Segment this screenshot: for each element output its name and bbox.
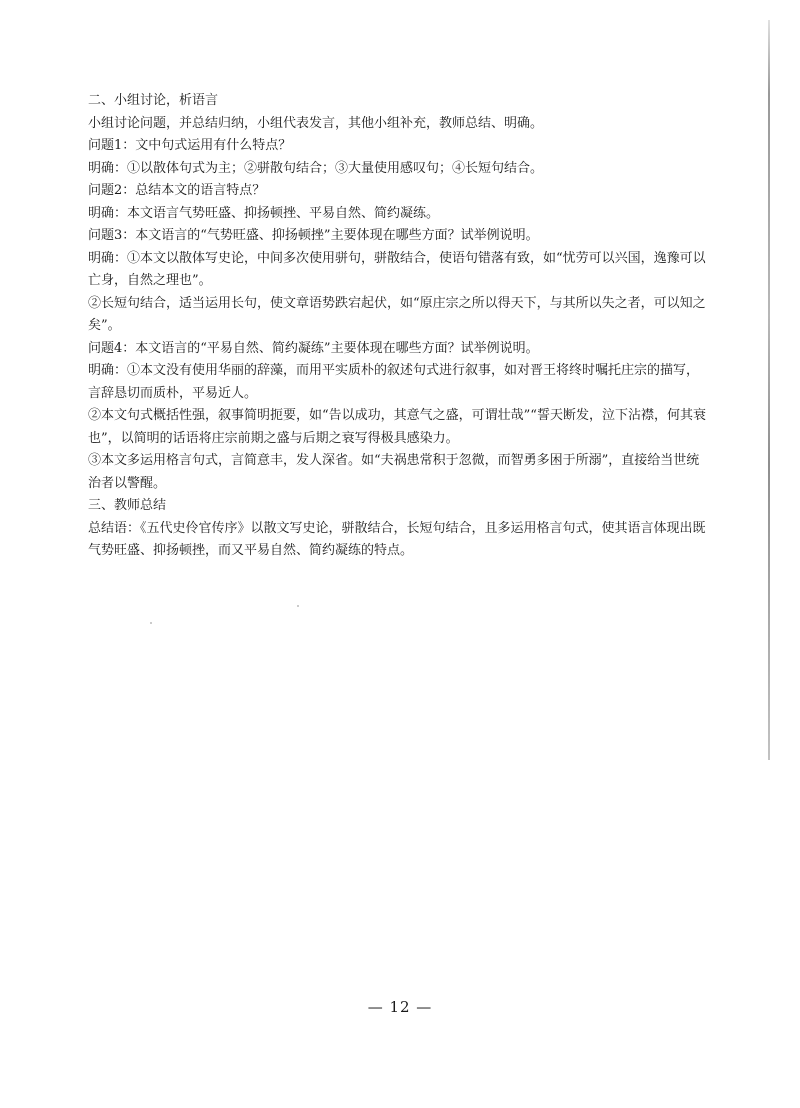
scan-speck [297, 605, 299, 607]
summary-paragraph: 总结语：《五代史伶官传序》以散文写史论，骈散结合，长短句结合，且多运用格言句式，使其语言体现出既气势旺盛、抑扬顿挫，而又平易自然、简约凝练的特点。 [88, 520, 706, 558]
document-body [88, 90, 708, 563]
question-2: 问题2：总结本文的语言特点？ [88, 183, 266, 198]
scan-edge-artifact [768, 20, 770, 760]
scan-speck [150, 622, 152, 624]
page-number: — 12 — [367, 998, 433, 1016]
answer-1: 明确：①以散体句式为主；②骈散句结合；③大量使用感叹句；④长短句结合。 [88, 160, 544, 176]
answer-3-part-2: ②长短句结合，适当运用长句，使文章语势跌宕起伏，如“原庄宗之所以得天下，与其所以失之者，可以知之矣”。 [88, 295, 706, 333]
answer-2: 明确：本文语言气势旺盛、抑扬顿挫、平易自然、简约凝练。 [88, 205, 440, 221]
paragraph-intro: 小组讨论问题，并总结归纳，小组代表发言，其他小组补充，教师总结、明确。 [88, 115, 544, 131]
question-4: 问题4：本文语言的“平易自然、简约凝练”主要体现在哪些方面？试举例说明。 [88, 340, 539, 356]
question-1: 问题1：文中句式运用有什么特点？ [88, 138, 292, 153]
answer-4-part-3: ③本文多运用格言句式，言简意丰，发人深省。如“夫祸患常积于忽微，而智勇多困于所溺”，直接给当世统治者以警醒。 [88, 453, 700, 491]
answer-4-part-1: 明确：①本文没有使用华丽的辞藻，而用平实质朴的叙述句式进行叙事，如对晋王将终时嘱托庄宗的描写，言辞恳切而质朴，平易近人。 [88, 363, 700, 401]
section-heading-2: 二、小组讨论，析语言 [88, 93, 219, 108]
section-heading-3: 三、教师总结 [88, 498, 167, 513]
answer-3-part-1: 明确：①本文以散体写史论，中间多次使用骈句，骈散结合，使语句错落有致，如“忧劳可以兴国，逸豫可以亡身，自然之理也”。 [88, 250, 706, 288]
question-3: 问题3：本文语言的“气势旺盛、抑扬顿挫”主要体现在哪些方面？试举例说明。 [88, 228, 539, 243]
answer-4-part-2: ②本文句式概括性强，叙事简明扼要，如“告以成功，其意气之盛，可谓壮哉”“誓天断发，泣下沾襟，何其衰也”，以简明的话语将庄宗前期之盛与后期之衰写得极具感染力。 [88, 408, 706, 446]
